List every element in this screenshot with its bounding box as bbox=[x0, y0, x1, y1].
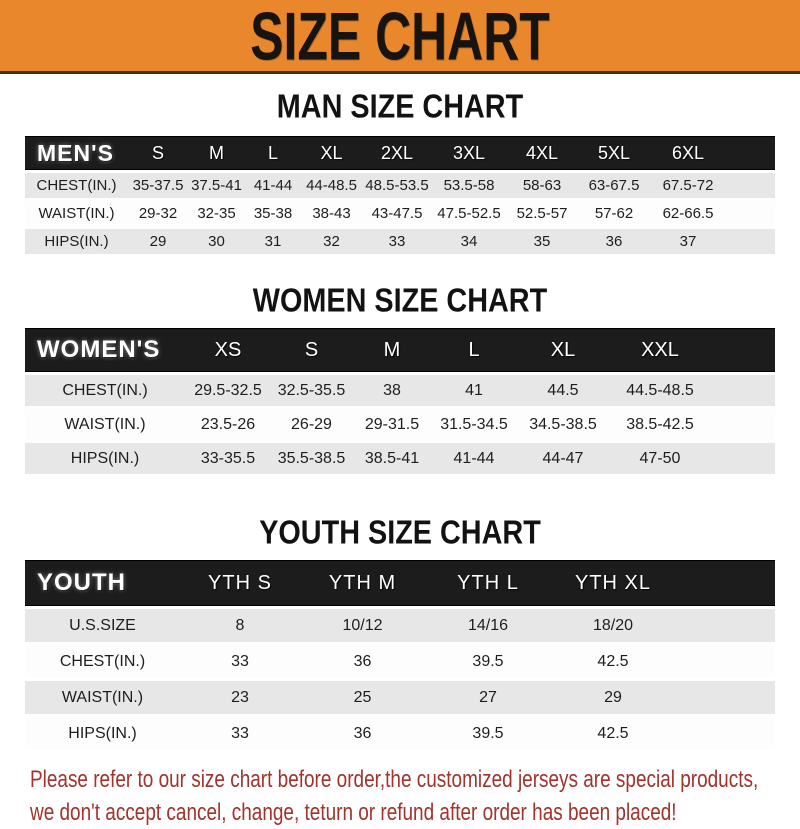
women-chest-row bbox=[25, 375, 775, 406]
men-waist-row bbox=[25, 201, 775, 226]
size-value: 27 bbox=[425, 681, 551, 714]
size-value: 47-50 bbox=[610, 443, 710, 474]
size-value: 30 bbox=[188, 229, 245, 254]
size-value: 29-31.5 bbox=[352, 409, 432, 440]
size-value: 33 bbox=[180, 717, 300, 750]
row-label: WAIST(IN.) bbox=[25, 409, 185, 440]
women-size-xl: XL bbox=[516, 328, 610, 372]
spacer-cell bbox=[726, 173, 775, 198]
women-size-table bbox=[25, 325, 775, 477]
men-size-l: L bbox=[245, 136, 301, 170]
size-value: 36 bbox=[578, 229, 650, 254]
youth-section-heading: YOUTH SIZE CHART bbox=[259, 513, 541, 551]
size-value: 36 bbox=[300, 645, 425, 678]
order-disclaimer bbox=[30, 763, 800, 829]
spacer-cell bbox=[675, 560, 775, 606]
size-value: 35-37.5 bbox=[128, 173, 188, 198]
youth-size-table bbox=[25, 557, 775, 753]
men-section-heading: MAN SIZE CHART bbox=[276, 87, 524, 125]
spacer-cell bbox=[675, 681, 775, 714]
youth-size-m: YTH M bbox=[300, 560, 425, 606]
size-value: 41 bbox=[432, 375, 516, 406]
size-value: 32 bbox=[301, 229, 362, 254]
size-value: 23 bbox=[180, 681, 300, 714]
size-value: 26-29 bbox=[271, 409, 352, 440]
size-chart-banner bbox=[0, 0, 800, 74]
size-value: 38-43 bbox=[301, 201, 362, 226]
size-value: 33 bbox=[180, 645, 300, 678]
youth-hips-row bbox=[25, 717, 775, 750]
size-value: 37 bbox=[650, 229, 726, 254]
women-size-l: L bbox=[432, 328, 516, 372]
spacer-cell bbox=[675, 609, 775, 642]
men-size-5xl: 5XL bbox=[578, 136, 650, 170]
size-value: 32.5-35.5 bbox=[271, 375, 352, 406]
row-label: CHEST(IN.) bbox=[25, 173, 128, 198]
men-size-s: S bbox=[128, 136, 188, 170]
size-value: 29.5-32.5 bbox=[185, 375, 271, 406]
youth-table-title: YOUTH bbox=[25, 560, 180, 606]
size-value: 38.5-41 bbox=[352, 443, 432, 474]
size-value: 52.5-57 bbox=[506, 201, 578, 226]
size-value: 29 bbox=[551, 681, 675, 714]
size-value: 31.5-34.5 bbox=[432, 409, 516, 440]
women-hips-row bbox=[25, 443, 775, 474]
size-value: 44-47 bbox=[516, 443, 610, 474]
size-value: 18/20 bbox=[551, 609, 675, 642]
size-value: 58-63 bbox=[506, 173, 578, 198]
size-value: 62-66.5 bbox=[650, 201, 726, 226]
spacer-cell bbox=[726, 229, 775, 254]
women-size-xxl: XXL bbox=[610, 328, 710, 372]
size-value: 47.5-52.5 bbox=[432, 201, 506, 226]
size-value: 57-62 bbox=[578, 201, 650, 226]
size-value: 41-44 bbox=[245, 173, 301, 198]
row-label: WAIST(IN.) bbox=[25, 681, 180, 714]
women-size-m: M bbox=[352, 328, 432, 372]
men-size-table bbox=[25, 133, 775, 257]
youth-size-s: YTH S bbox=[180, 560, 300, 606]
spacer-cell bbox=[675, 645, 775, 678]
size-value: 29 bbox=[128, 229, 188, 254]
size-value: 42.5 bbox=[551, 717, 675, 750]
youth-waist-row bbox=[25, 681, 775, 714]
spacer-cell bbox=[726, 201, 775, 226]
row-label: HIPS(IN.) bbox=[25, 717, 180, 750]
size-value: 33 bbox=[362, 229, 432, 254]
row-label: WAIST(IN.) bbox=[25, 201, 128, 226]
women-size-xs: XS bbox=[185, 328, 271, 372]
men-size-4xl: 4XL bbox=[506, 136, 578, 170]
size-value: 8 bbox=[180, 609, 300, 642]
banner-title: SIZE CHART bbox=[250, 0, 550, 74]
disclaimer-line-1: Please refer to our size chart before order,the customized jerseys are special products, bbox=[30, 766, 759, 793]
size-value: 29-32 bbox=[128, 201, 188, 226]
size-value: 44.5-48.5 bbox=[610, 375, 710, 406]
size-value: 41-44 bbox=[432, 443, 516, 474]
size-value: 48.5-53.5 bbox=[362, 173, 432, 198]
women-size-s: S bbox=[271, 328, 352, 372]
size-value: 25 bbox=[300, 681, 425, 714]
size-value: 38 bbox=[352, 375, 432, 406]
size-value: 23.5-26 bbox=[185, 409, 271, 440]
size-value: 33-35.5 bbox=[185, 443, 271, 474]
disclaimer-line-2: we don't accept cancel, change, teturn or refund after order has been placed! bbox=[30, 799, 677, 826]
men-size-2xl: 2XL bbox=[362, 136, 432, 170]
youth-size-l: YTH L bbox=[425, 560, 551, 606]
men-size-6xl: 6XL bbox=[650, 136, 726, 170]
women-section-heading: WOMEN SIZE CHART bbox=[252, 281, 548, 319]
row-label: HIPS(IN.) bbox=[25, 443, 185, 474]
men-chest-row bbox=[25, 173, 775, 198]
women-waist-row bbox=[25, 409, 775, 440]
row-label: CHEST(IN.) bbox=[25, 645, 180, 678]
spacer-cell bbox=[710, 328, 775, 372]
youth-size-xl: YTH XL bbox=[551, 560, 675, 606]
spacer-cell bbox=[675, 717, 775, 750]
youth-header-row bbox=[25, 560, 775, 606]
women-table-title: WOMEN'S bbox=[25, 328, 185, 372]
spacer-cell bbox=[710, 409, 775, 440]
men-size-m: M bbox=[188, 136, 245, 170]
size-value: 14/16 bbox=[425, 609, 551, 642]
size-value: 32-35 bbox=[188, 201, 245, 226]
spacer-cell bbox=[726, 136, 775, 170]
row-label: HIPS(IN.) bbox=[25, 229, 128, 254]
men-table-title: MEN'S bbox=[25, 136, 128, 170]
size-value: 37.5-41 bbox=[188, 173, 245, 198]
row-label: CHEST(IN.) bbox=[25, 375, 185, 406]
size-value: 36 bbox=[300, 717, 425, 750]
size-value: 63-67.5 bbox=[578, 173, 650, 198]
size-value: 42.5 bbox=[551, 645, 675, 678]
size-value: 31 bbox=[245, 229, 301, 254]
youth-ussize-row bbox=[25, 609, 775, 642]
size-value: 35.5-38.5 bbox=[271, 443, 352, 474]
size-value: 34.5-38.5 bbox=[516, 409, 610, 440]
size-value: 43-47.5 bbox=[362, 201, 432, 226]
women-header-row bbox=[25, 328, 775, 372]
size-value: 39.5 bbox=[425, 717, 551, 750]
spacer-cell bbox=[710, 443, 775, 474]
size-value: 38.5-42.5 bbox=[610, 409, 710, 440]
men-size-3xl: 3XL bbox=[432, 136, 506, 170]
size-value: 35 bbox=[506, 229, 578, 254]
size-value: 34 bbox=[432, 229, 506, 254]
size-value: 67.5-72 bbox=[650, 173, 726, 198]
size-value: 10/12 bbox=[300, 609, 425, 642]
youth-chest-row bbox=[25, 645, 775, 678]
men-header-row bbox=[25, 136, 775, 170]
size-value: 44-48.5 bbox=[301, 173, 362, 198]
size-value: 35-38 bbox=[245, 201, 301, 226]
spacer-cell bbox=[710, 375, 775, 406]
size-value: 39.5 bbox=[425, 645, 551, 678]
row-label: U.S.SIZE bbox=[25, 609, 180, 642]
size-value: 44.5 bbox=[516, 375, 610, 406]
men-size-xl: XL bbox=[301, 136, 362, 170]
size-value: 53.5-58 bbox=[432, 173, 506, 198]
men-hips-row bbox=[25, 229, 775, 254]
